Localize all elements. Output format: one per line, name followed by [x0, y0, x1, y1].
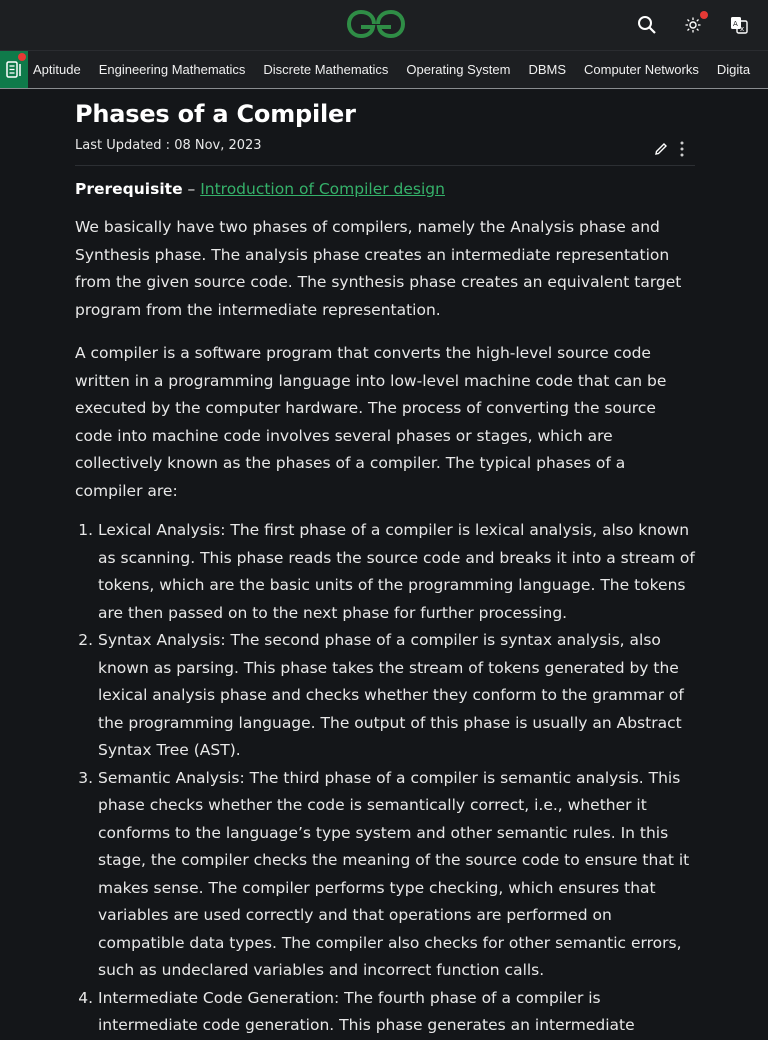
- prerequisite-label: Prerequisite: [75, 180, 183, 198]
- notification-dot: [700, 11, 708, 19]
- article-menu-icon[interactable]: [0, 51, 28, 88]
- list-item: 4. Intermediate Code Generation: The fourth phase of a compiler is intermediate code generation. This phase generates an intermediate: [98, 985, 695, 1040]
- phases-list: [75, 517, 695, 1040]
- theme-toggle-icon[interactable]: [682, 14, 704, 36]
- last-updated: Last Updated : 08 Nov, 2023: [75, 138, 262, 153]
- search-icon[interactable]: [636, 14, 658, 36]
- translate-icon[interactable]: [728, 14, 750, 36]
- notification-dot: [18, 53, 26, 61]
- page-title: Phases of a Compiler: [75, 100, 356, 128]
- category-navbar: [0, 50, 768, 89]
- list-item: 2. Syntax Analysis: The second phase of a compiler is syntax analysis, also known as parsing. This phase takes the stream of tokens generated by the lexical analysis phase and checks whether they conform to the grammar of the programming language. The output of this phase is usually an Abstract Syntax Tree (AST).: [98, 627, 695, 765]
- divider: [75, 165, 695, 166]
- edit-icon[interactable]: [653, 141, 669, 161]
- article-content: [75, 100, 695, 1040]
- nav-item-engineering-mathematics[interactable]: Engineering Mathematics: [98, 62, 246, 77]
- nav-item-operating-system[interactable]: Operating System: [406, 62, 511, 77]
- top-header: [0, 0, 768, 50]
- nav-item-discrete-mathematics[interactable]: Discrete Mathematics: [263, 62, 389, 77]
- prerequisite-link[interactable]: Introduction of Compiler design: [200, 180, 445, 198]
- list-item: 1. Lexical Analysis: The first phase of a compiler is lexical analysis, also known as scanning. This phase reads the source code and breaks it into a stream of tokens, which are the basic units of the programming language. The tokens are then passed on to the next phase for further processing.: [98, 517, 695, 627]
- more-options-icon[interactable]: [679, 140, 685, 162]
- compiler-paragraph: A compiler is a software program that converts the high-level source code written in a programming language into low-level machine code that can be executed by the computer hardware. The process of converting the source code into machine code involves several phases or stages, which are collectively known as the phases of a compiler. The typical phases of a compiler are:: [75, 344, 667, 500]
- svg-text:x: x: [740, 25, 745, 33]
- prerequisite-line: [75, 180, 695, 198]
- intro-paragraph: We basically have two phases of compilers, namely the Analysis phase and Synthesis phase. The analysis phase creates an intermediate representation from the given source code. The synthesis phase creates an equivalent target program from the intermediate representation.: [75, 218, 682, 319]
- nav-item-computer-networks[interactable]: Computer Networks: [584, 62, 699, 77]
- list-item: 3. Semantic Analysis: The third phase of a compiler is semantic analysis. This phase checks whether the code is semantically correct, i.e., whether it conforms to the language’s type system and other semantic rules. In this stage, the compiler checks the meaning of the source code to ensure that it makes sense. The compiler performs type checking, which ensures that variables are used correctly and that operations are performed on compatible data types. The compiler also checks for other semantic errors, such as undeclared variables and incorrect function calls.: [98, 765, 695, 985]
- nav-item-aptitude[interactable]: Aptitude: [33, 62, 81, 77]
- nav-item-dbms[interactable]: DBMS: [528, 62, 566, 77]
- prerequisite-dash: –: [182, 180, 201, 198]
- gfg-logo[interactable]: [347, 9, 405, 43]
- svg-text:A: A: [733, 20, 738, 28]
- nav-item-digital[interactable]: Digita: [716, 62, 751, 77]
